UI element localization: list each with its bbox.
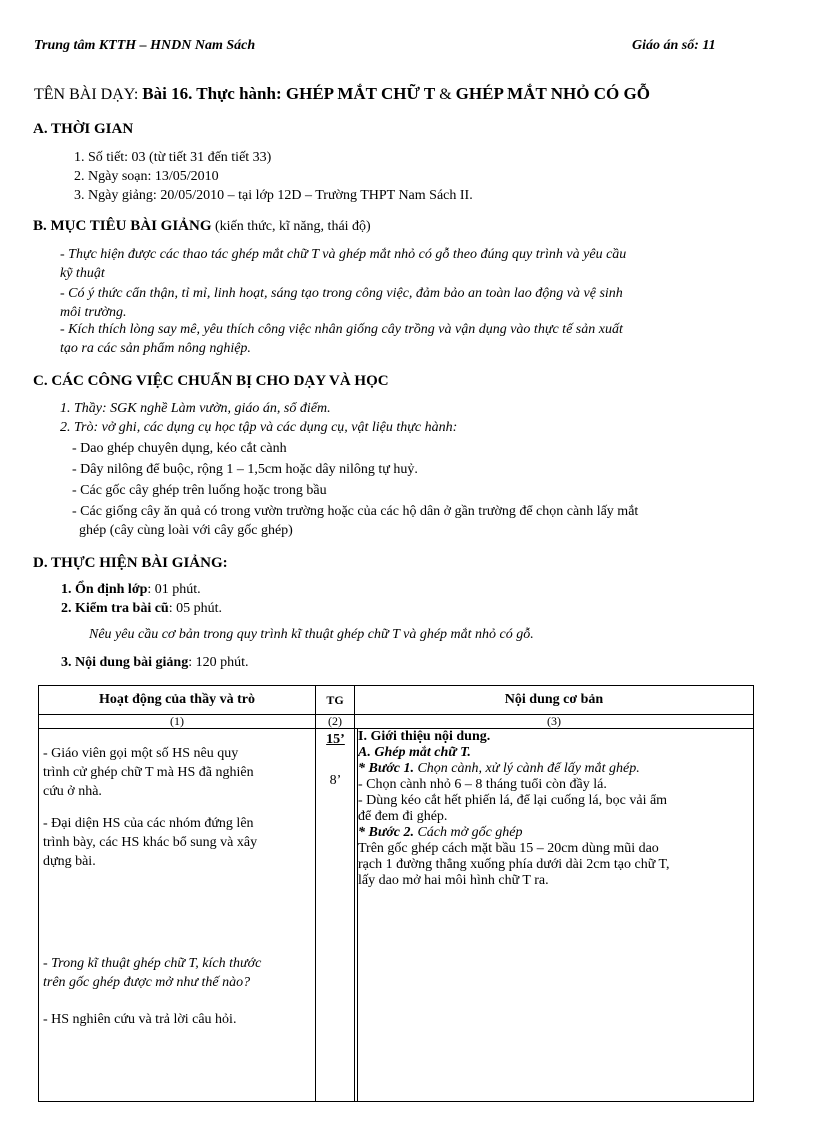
step3-label: 3. Nội dung bài giảng xyxy=(61,655,189,670)
col-number: (2) xyxy=(316,715,355,729)
objective-line: - Có ý thức cẩn thận, tỉ mỉ, linh hoạt, sáng tạo trong công việc, đảm bảo an toàn lao động và vệ sinh xyxy=(60,286,623,301)
activity-question: - Trong kĩ thuật ghép chữ T, kích thước xyxy=(43,956,262,971)
objective-line: - Thực hiện được các thao tác ghép mắt chữ T và ghép mắt nhỏ có gỗ theo đúng quy trình và yêu cầu xyxy=(60,247,627,262)
title-amp: & xyxy=(439,86,456,103)
section-b-note: (kiến thức, kĩ năng, thái độ) xyxy=(211,219,371,234)
section-d-heading: D. THỰC HIỆN BÀI GIẢNG: xyxy=(33,555,228,571)
content-step2 xyxy=(358,825,753,841)
lesson-title xyxy=(34,84,650,104)
section-a-item: 2. Ngày soạn: 13/05/2010 xyxy=(74,169,219,184)
content-item: - Chọn cành nhỏ 6 – 8 tháng tuổi còn đầy lá. xyxy=(358,777,607,792)
activity-text: dựng bài. xyxy=(43,854,96,869)
step3-value: : 120 phút. xyxy=(188,655,249,670)
lesson-table xyxy=(38,685,754,1102)
objective-line: tạo ra các sản phẩm nông nghiệp. xyxy=(60,341,251,356)
objective-line: môi trường. xyxy=(60,305,127,320)
content-cell xyxy=(355,729,754,1102)
time-cell xyxy=(316,729,355,1102)
section-b-heading xyxy=(33,218,371,235)
objective-line: - Kích thích lòng say mê, yêu thích công việc nhân giống cây trồng và vận dụng vào thực tế sản xuất xyxy=(60,322,623,337)
teacher-prep: 1. Thầy: SGK nghề Làm vườn, giáo án, sổ điểm. xyxy=(60,401,331,416)
content-item: để đem đi ghép. xyxy=(358,809,448,824)
col-number: (1) xyxy=(39,715,316,729)
section-a-item: 1. Số tiết: 03 (từ tiết 31 đến tiết 33) xyxy=(74,150,272,165)
section-c-heading: C. CÁC CÔNG VIỆC CHUẨN BỊ CHO DẠY VÀ HỌC xyxy=(33,373,389,389)
step-stabilize xyxy=(61,580,201,599)
table-body-row xyxy=(39,729,754,1102)
step1-value: : 01 phút. xyxy=(147,582,201,597)
review-question: Nêu yêu cầu cơ bản trong quy trình kĩ thuật ghép chữ T và ghép mắt nhỏ có gỗ. xyxy=(89,627,534,642)
material-item: - Dao ghép chuyên dụng, kéo cắt cành xyxy=(72,441,287,456)
section-a-item: 3. Ngày giảng: 20/05/2010 – tại lớp 12D – Trường THPT Nam Sách II. xyxy=(74,188,473,203)
content-section-a: A. Ghép mắt chữ T. xyxy=(358,745,471,760)
step-content xyxy=(61,653,249,672)
section-b-title: B. MỤC TIÊU BÀI GIẢNG xyxy=(33,218,212,234)
header-center-name: Trung tâm KTTH – HNDN Nam Sách xyxy=(34,38,256,53)
step-review xyxy=(61,599,222,618)
content-step1 xyxy=(358,761,753,777)
material-item: - Các gốc cây ghép trên luống hoặc trong bầu xyxy=(72,483,327,498)
title-main-1: GHÉP MẮT CHỮ T xyxy=(285,84,440,103)
activity-text: - Giáo viên gọi một số HS nêu quy xyxy=(43,746,239,761)
activity-text: trình cử ghép chữ T mà HS đã nghiên xyxy=(43,765,254,780)
content-intro: I. Giới thiệu nội dung. xyxy=(358,729,491,744)
content-item: - Dùng kéo cắt hết phiến lá, để lại cuống lá, bọc vải ẩm xyxy=(358,793,668,808)
title-prefix: TÊN BÀI DẠY: xyxy=(34,86,143,103)
student-prep: 2. Trò: vở ghi, các dụng cụ học tập và các dụng cụ, vật liệu thực hành: xyxy=(60,420,458,435)
activities-cell xyxy=(39,729,316,1102)
step2-label: * Bước 2. xyxy=(358,825,414,840)
time-15: 15’ xyxy=(326,732,345,747)
content-line: Trên gốc ghép cách mặt bầu 15 – 20cm dùng mũi dao xyxy=(358,841,659,856)
step2-label: 2. Kiểm tra bài cũ xyxy=(61,601,169,616)
table-header-activities: Hoạt động của thầy và trò xyxy=(39,686,316,715)
activity-text: - HS nghiên cứu và trả lời câu hỏi. xyxy=(43,1012,237,1027)
title-lesson: Bài 16. Thực hành: xyxy=(142,84,286,103)
activity-text: - Đại diện HS của các nhóm đứng lên xyxy=(43,816,254,831)
activity-text: trình bày, các HS khác bổ sung và xây xyxy=(43,835,258,850)
step2-value: : 05 phút. xyxy=(168,601,222,616)
step1-label: 1. Ổn định lớp xyxy=(61,582,148,597)
time-8: 8’ xyxy=(329,773,342,788)
step1-label: * Bước 1. xyxy=(358,761,414,776)
table-header-time: TG xyxy=(316,686,355,715)
title-main-2: GHÉP MẮT NHỎ CÓ GỖ xyxy=(455,84,650,103)
content-line: rạch 1 đường thẳng xuống phía dưới dài 2cm tạo chữ T, xyxy=(358,857,670,872)
table-number-row xyxy=(39,715,754,729)
content-line: lấy dao mở hai môi hình chữ T ra. xyxy=(358,873,549,888)
step1-text: Chọn cành, xử lý cành để lấy mắt ghép. xyxy=(413,761,640,776)
objective-line: kỹ thuật xyxy=(60,266,105,281)
header-lesson-number: Giáo án số: 11 xyxy=(632,38,716,53)
table-header-row xyxy=(39,686,754,715)
activity-question: trên gốc ghép được mở như thế nào? xyxy=(43,975,251,990)
material-item: ghép (cây cùng loài với cây gốc ghép) xyxy=(79,523,293,538)
table-header-content: Nội dung cơ bản xyxy=(355,686,754,715)
section-a-heading: A. THỜI GIAN xyxy=(33,121,134,137)
material-item: - Dây nilông để buộc, rộng 1 – 1,5cm hoặc dây nilông tự huỷ. xyxy=(72,462,418,477)
step2-text: Cách mở gốc ghép xyxy=(413,825,523,840)
activity-text: cứu ở nhà. xyxy=(43,784,102,799)
material-item: - Các giống cây ăn quả có trong vườn trường hoặc của các hộ dân ở gần trường để chọn cành lấy mắt xyxy=(72,504,639,519)
col-number: (3) xyxy=(355,715,754,729)
